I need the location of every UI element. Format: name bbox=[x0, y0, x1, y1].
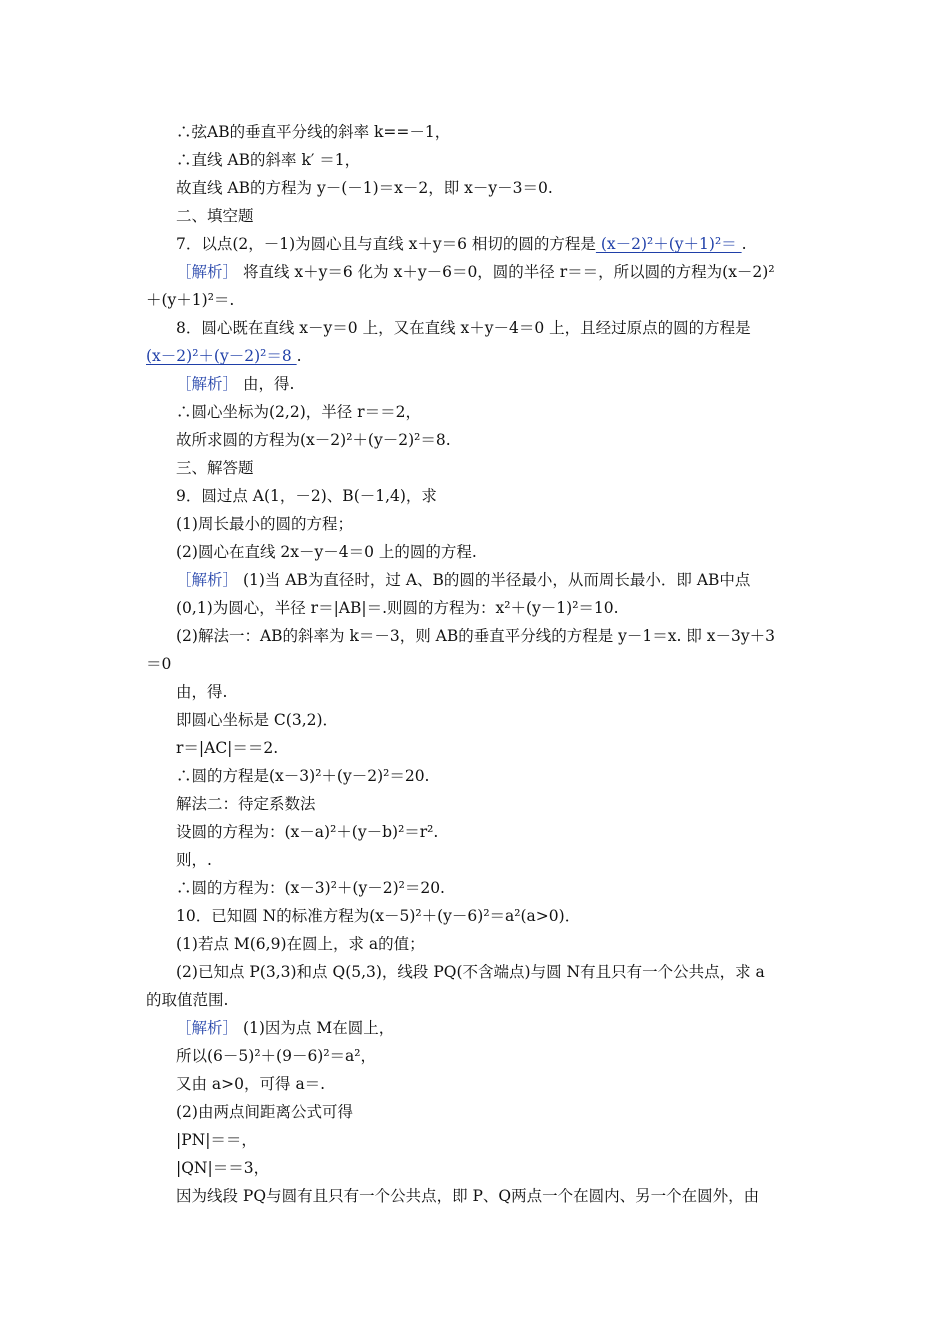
text-line bbox=[176, 1073, 325, 1095]
text-line bbox=[176, 905, 580, 927]
line-text: ∴圆的方程为：(x－3)²＋(y－2)²＝20. bbox=[176, 879, 445, 897]
text-line bbox=[176, 541, 477, 563]
line-text: 由，得. bbox=[238, 375, 295, 393]
text-line bbox=[176, 709, 338, 731]
line-text: 的取值范围. bbox=[146, 991, 229, 1009]
text-line bbox=[146, 345, 302, 367]
line-text: 二、填空题 bbox=[176, 207, 254, 225]
line-text: 将直线 x＋y＝6 化为 x＋y－6＝0，圆的半径 r＝＝，所以圆的方程为(x－2)² bbox=[238, 263, 775, 281]
text-line bbox=[176, 1017, 394, 1039]
line-text: (2)圆心在直线 2x－y－4＝0 上的圆的方程. bbox=[176, 543, 477, 561]
text-line bbox=[176, 177, 553, 199]
line-text: ∴直线 AB的斜率 k′ ＝1， bbox=[176, 151, 361, 169]
line-text: 故直线 AB的方程为 y－(－1)＝x－2，即 x－y－3＝0. bbox=[176, 179, 553, 197]
line-text: 即圆心坐标是 C(3,2)． bbox=[176, 711, 339, 729]
line-text: (1)周长最小的圆的方程； bbox=[176, 515, 353, 533]
text-line bbox=[176, 821, 438, 843]
line-text: |QN|＝＝3， bbox=[176, 1159, 270, 1177]
text-line bbox=[176, 1101, 353, 1123]
line-text: 设圆的方程为：(x－a)²＋(y－b)²＝r². bbox=[176, 823, 439, 841]
text-line bbox=[176, 877, 445, 899]
answer-blank: (x－2)²＋(y－2)²＝8 bbox=[146, 347, 297, 365]
line-text: 所以(6－5)²＋(9－6)²＝a²， bbox=[176, 1047, 377, 1065]
text-line bbox=[176, 961, 765, 983]
text-line bbox=[176, 1185, 759, 1207]
text-line bbox=[176, 569, 750, 591]
line-text: (1)当 AB为直径时，过 A、B的圆的半径最小，从而周长最小．即 AB中点 bbox=[238, 571, 751, 589]
text-line bbox=[176, 933, 425, 955]
line-text: 9．圆过点 A(1，－2)、B(－1,4)，求 bbox=[176, 487, 437, 505]
line-text: 7．以点(2，－1)为圆心且与直线 x＋y＝6 相切的圆的方程是 bbox=[176, 235, 596, 253]
text-line bbox=[176, 1045, 376, 1067]
line-text: 故所求圆的方程为(x－2)²＋(y－2)²＝8. bbox=[176, 431, 451, 449]
analysis-tag: ［解析］ bbox=[176, 263, 239, 281]
analysis-tag: ［解析］ bbox=[176, 571, 239, 589]
answer-blank: (x－2)²＋(y＋1)²＝ bbox=[595, 235, 742, 253]
line-text: 因为线段 PQ与圆有且只有一个公共点，即 P、Q两点一个在圆内、另一个在圆外，由 bbox=[176, 1187, 760, 1205]
text-line bbox=[176, 317, 751, 339]
line-text: 10．已知圆 N的标准方程为(x－5)²＋(y－6)²＝a²(a>0)． bbox=[176, 907, 581, 925]
line-text: (2)已知点 P(3,3)和点 Q(5,3)，线段 PQ(不含端点)与圆 N有且只有一个公共点，求 a bbox=[176, 963, 765, 981]
text-line bbox=[176, 457, 254, 479]
line-text: 由，得. bbox=[176, 683, 228, 701]
text-line bbox=[176, 625, 775, 647]
text-line bbox=[146, 289, 234, 311]
line-tail: . bbox=[741, 235, 747, 253]
text-line bbox=[146, 989, 228, 1011]
line-text: (2)解法一：AB的斜率为 k＝－3，则 AB的垂直平分线的方程是 y－1＝x. 即 x－3y＋3 bbox=[176, 627, 776, 645]
text-line bbox=[176, 401, 421, 423]
line-text: 8．圆心既在直线 x－y＝0 上，又在直线 x＋y－4＝0 上，且经过原点的圆的方程是 bbox=[176, 319, 751, 337]
text-line bbox=[176, 149, 360, 171]
analysis-tag: ［解析］ bbox=[176, 375, 239, 393]
text-line bbox=[176, 681, 227, 703]
analysis-tag: ［解析］ bbox=[176, 1019, 239, 1037]
line-text: ∴圆的方程是(x－3)²＋(y－2)²＝20. bbox=[176, 767, 430, 785]
line-text: (1)若点 M(6,9)在圆上，求 a的值； bbox=[176, 935, 425, 953]
text-line bbox=[176, 205, 254, 227]
text-line bbox=[176, 849, 212, 871]
line-text: ＋(y＋1)²＝. bbox=[146, 291, 235, 309]
text-line bbox=[176, 513, 353, 535]
line-text: ∴圆心坐标为(2,2)，半径 r＝＝2， bbox=[176, 403, 421, 421]
line-tail: . bbox=[296, 347, 302, 365]
text-line bbox=[176, 233, 747, 255]
text-line bbox=[176, 373, 294, 395]
text-line bbox=[176, 597, 619, 619]
line-text: (1)因为点 M在圆上， bbox=[238, 1019, 395, 1037]
text-line bbox=[176, 429, 451, 451]
text-line bbox=[176, 765, 430, 787]
line-text: 三、解答题 bbox=[176, 459, 254, 477]
line-text: ∴弦AB的垂直平分线的斜率 k==－1， bbox=[176, 123, 451, 141]
line-text: 则，. bbox=[176, 851, 212, 869]
line-text: (0,1)为圆心，半径 r＝|AB|＝.则圆的方程为：x²＋(y－1)²＝10. bbox=[176, 599, 619, 617]
text-line bbox=[176, 793, 316, 815]
line-text: 解法二：待定系数法 bbox=[176, 795, 316, 813]
text-line bbox=[176, 485, 437, 507]
line-text: (2)由两点间距离公式可得 bbox=[176, 1103, 353, 1121]
text-line bbox=[176, 1157, 269, 1179]
text-line bbox=[176, 1129, 257, 1151]
line-text: r＝|AC|＝＝2. bbox=[176, 739, 279, 757]
line-text: ＝0 bbox=[146, 655, 172, 673]
line-text: 又由 a>0，可得 a＝. bbox=[176, 1075, 326, 1093]
text-line bbox=[146, 653, 171, 675]
text-line bbox=[176, 261, 775, 283]
text-line bbox=[176, 737, 278, 759]
text-line bbox=[176, 121, 450, 143]
line-text: |PN|＝＝， bbox=[176, 1131, 257, 1149]
